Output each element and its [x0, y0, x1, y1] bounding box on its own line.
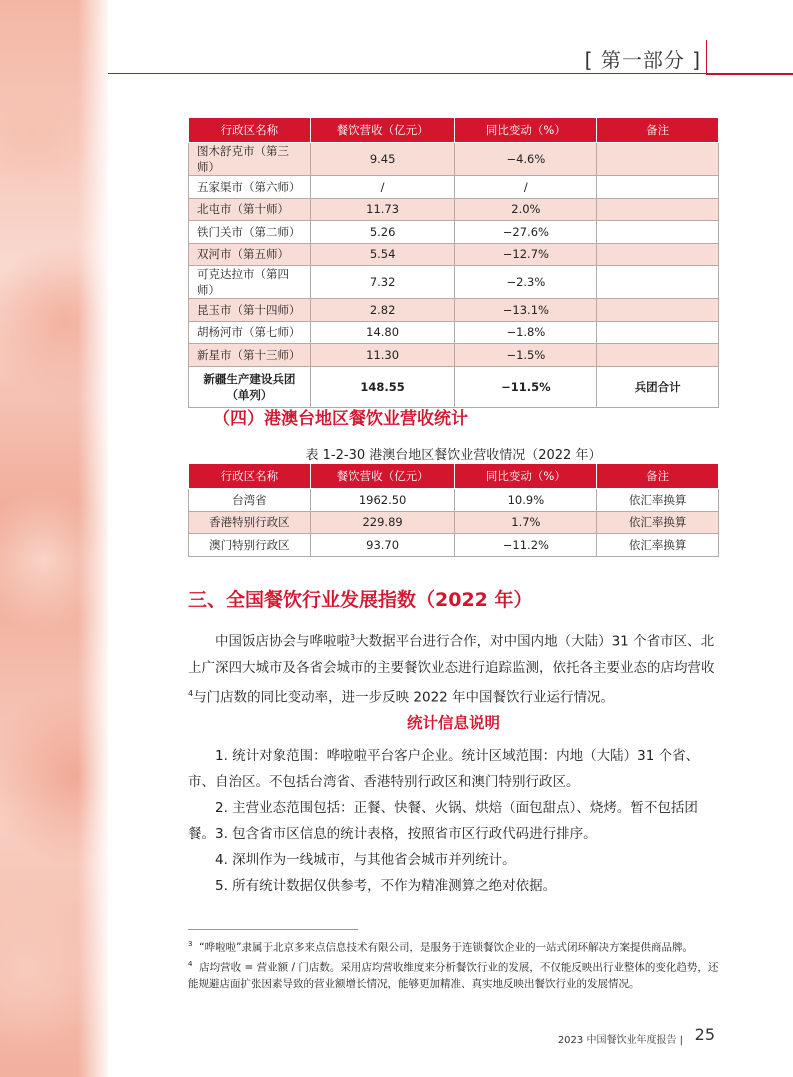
cell-region: 北屯市（第十师）: [189, 198, 311, 221]
cell-region: 昆玉市（第十四师）: [189, 299, 311, 322]
main-heading: 三、全国餐饮行业发展指数（2022 年）: [188, 589, 533, 611]
cell-note: [597, 243, 719, 266]
table-total-row: [189, 366, 719, 407]
footnote-text: “哗啦啦”隶属于北京多来点信息技术有限公司，是服务于连锁餐饮企业的一站式闭环解决方案提供商品牌。: [199, 941, 694, 954]
cell-change: −12.7%: [455, 243, 597, 266]
para-text: 大数据平台进行合作，对中国内地（大陆）31 个省市区、北上广深四大城市及各省会城市的主要餐饮业态进行追踪监测，依托各主要业态的店均营收: [188, 633, 715, 676]
cell-revenue: 11.73: [310, 198, 455, 221]
footnote-text: 店均营收 = 营业额 / 门店数。采用店均营收维度来分析餐饮行业的发展，不仅能反映出行业整体的变化趋势，还能规避店面扩张因素导致的营业额增长情况，能够更加精准、真实地反映出餐饮行业的发展情况。: [188, 961, 719, 990]
cell-note: [597, 198, 719, 221]
cell-revenue: 7.32: [310, 266, 455, 299]
cell-revenue: 9.45: [310, 143, 455, 176]
list-item: 4. 深圳作为一线城市，与其他省会城市并列统计。: [215, 852, 516, 868]
info-heading: 统计信息说明: [406, 714, 500, 732]
cell-revenue: 11.30: [310, 344, 455, 367]
cell-change: /: [455, 176, 597, 199]
cell-region: 可克达拉市（第四师）: [189, 266, 311, 299]
col-header-region: 行政区名称: [189, 118, 311, 143]
cell-change: 1.7%: [455, 511, 597, 534]
cell-change: −4.6%: [455, 143, 597, 176]
header-rule: [108, 73, 793, 74]
cell-region: 图木舒克市（第三师）: [189, 143, 311, 176]
cell-note: [597, 344, 719, 367]
footnote: [188, 956, 719, 992]
cell-change: −1.8%: [455, 321, 597, 344]
table-caption: 表 1-2-30 港澳台地区餐饮业营收情况（2022 年）: [305, 448, 602, 463]
cell-note: [597, 176, 719, 199]
hk-macao-taiwan-table: [188, 463, 719, 557]
cell-region: 香港特别行政区: [189, 511, 311, 534]
cell-change: 2.0%: [455, 198, 597, 221]
sub-heading: （四）港澳台地区餐饮业营收统计: [213, 409, 468, 429]
intro-paragraph: [188, 625, 719, 710]
cell-region: 五家渠市（第六师）: [189, 176, 311, 199]
col-header-note: 备注: [597, 464, 719, 489]
cell-change: −2.3%: [455, 266, 597, 299]
footnote-number: 3: [188, 940, 193, 948]
footnote-ref: 4: [188, 688, 194, 698]
cell-note: 依汇率换算: [597, 511, 719, 534]
decorative-side-photo: [0, 0, 108, 1077]
cell-revenue: 1962.50: [310, 489, 455, 512]
section-label: [ 第一部分 ]: [584, 48, 701, 72]
table-row: [189, 321, 719, 344]
table-row: [189, 198, 719, 221]
table-row: [189, 511, 719, 534]
list-item: 3. 包含省市区信息的统计表格，按照省市区行政代码进行排序。: [215, 826, 597, 842]
table-row: [189, 143, 719, 176]
cell-note: 兵团合计: [597, 366, 719, 407]
page-number: 25: [694, 1025, 715, 1044]
col-header-revenue: 餐饮营收（亿元）: [310, 464, 455, 489]
cell-change: −27.6%: [455, 221, 597, 244]
col-header-note: 备注: [597, 118, 719, 143]
cell-region: 双河市（第五师）: [189, 243, 311, 266]
cell-revenue: 148.55: [310, 366, 455, 407]
cell-revenue: 93.70: [310, 534, 455, 557]
cell-revenue: 5.54: [310, 243, 455, 266]
cell-revenue: 5.26: [310, 221, 455, 244]
table-row: [189, 534, 719, 557]
table-row: [189, 221, 719, 244]
cell-change: −11.2%: [455, 534, 597, 557]
footnote-ref: 3: [350, 633, 356, 642]
cell-note: [597, 299, 719, 322]
table-row: [189, 344, 719, 367]
header-bracket-mark: [706, 40, 793, 74]
table-row: [189, 243, 719, 266]
cell-region: 澳门特别行政区: [189, 534, 311, 557]
cell-change: −1.5%: [455, 344, 597, 367]
cell-region: 新星市（第十三师）: [189, 344, 311, 367]
footnote-divider: [188, 929, 358, 930]
para-text: 中国饭店协会与哗啦啦: [215, 633, 350, 650]
table-row: [189, 489, 719, 512]
col-header-revenue: 餐饮营收（亿元）: [310, 118, 455, 143]
list-item: 2. 主营业态范围包括：正餐、快餐、火锅、烘焙（面包甜点）、烧烤。暂不包括团餐。: [188, 800, 698, 842]
list-item: 5. 所有统计数据仅供参考，不作为精准测算之绝对依据。: [215, 878, 557, 894]
cell-note: [597, 143, 719, 176]
col-header-change: 同比变动（%）: [455, 464, 597, 489]
cell-region: 胡杨河市（第七师）: [189, 321, 311, 344]
footnote-number: 4: [188, 960, 193, 968]
cell-revenue: 2.82: [310, 299, 455, 322]
footnote: [188, 936, 719, 956]
table-row: [189, 176, 719, 199]
cell-change: −11.5%: [455, 366, 597, 407]
cell-revenue: /: [310, 176, 455, 199]
table-row: [189, 299, 719, 322]
col-header-change: 同比变动（%）: [455, 118, 597, 143]
footer-report-title: 2023 中国餐饮业年度报告 |: [557, 1035, 683, 1046]
list-item: 1. 统计对象范围：哗啦啦平台客户企业。统计区域范围：内地（大陆）31 个省、市、自治区。不包括台湾省、香港特别行政区和澳门特别行政区。: [188, 748, 700, 790]
cell-revenue: 229.89: [310, 511, 455, 534]
para-text: 与门店数的同比变动率，进一步反映 2022 年中国餐饮行业运行情况。: [193, 689, 615, 705]
cell-region: 新疆生产建设兵团（单列）: [189, 366, 311, 407]
table-row: [189, 266, 719, 299]
cell-note: 依汇率换算: [597, 534, 719, 557]
cell-note: [597, 221, 719, 244]
cell-region: 铁门关市（第二师）: [189, 221, 311, 244]
cell-change: 10.9%: [455, 489, 597, 512]
cell-region: 台湾省: [189, 489, 311, 512]
col-header-region: 行政区名称: [189, 464, 311, 489]
cell-note: [597, 321, 719, 344]
xinjiang-corps-table: [188, 117, 719, 408]
cell-revenue: 14.80: [310, 321, 455, 344]
cell-note: 依汇率换算: [597, 489, 719, 512]
cell-change: −13.1%: [455, 299, 597, 322]
cell-note: [597, 266, 719, 299]
